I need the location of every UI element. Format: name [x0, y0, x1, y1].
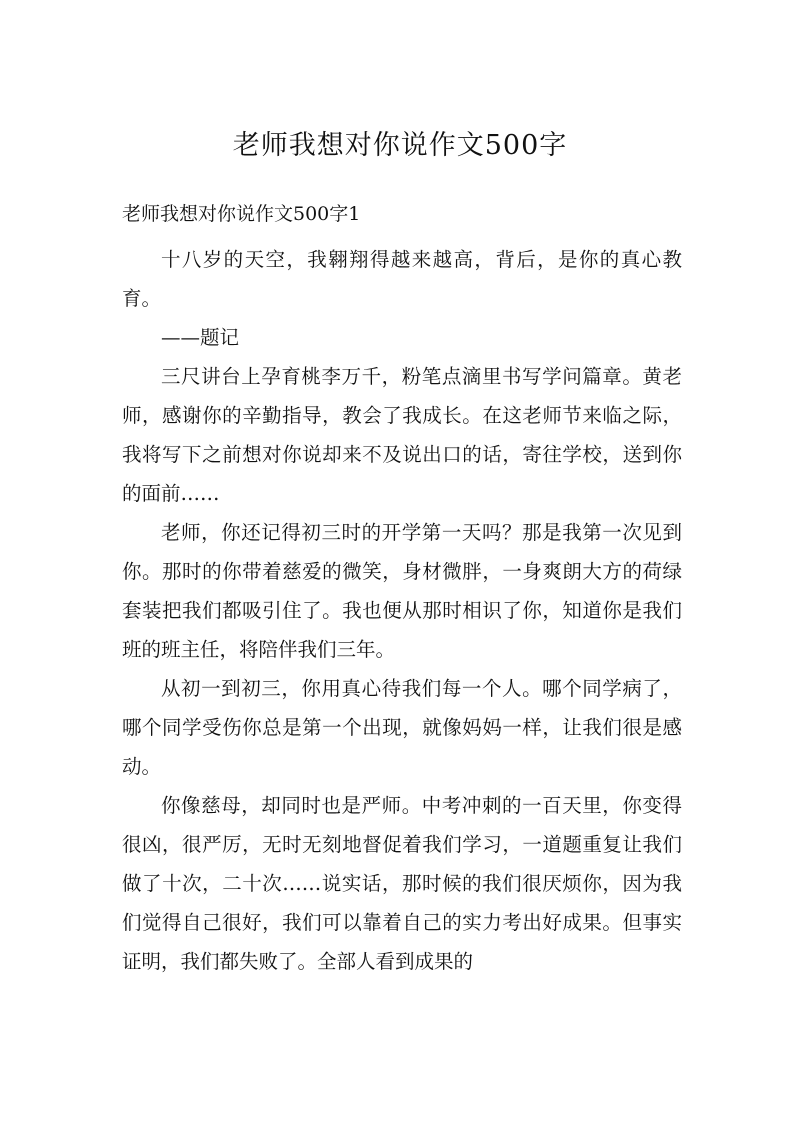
paragraph: 老师，你还记得初三时的开学第一天吗？那是我第一次见到你。那时的你带着慈爱的微笑，身材微胖，一身爽朗大方的荷绿套装把我们都吸引住了。我也便从那时相识了你，知道你是我们班的班主任，将陪伴我们三年。: [122, 521, 682, 661]
paragraph: 三尺讲台上孕育桃李万千，粉笔点滴里书写学问篇章。黄老师，感谢你的辛勤指导，教会了我成长。在这老师节来临之际，我将写下之前想对你说却来不及说出口的话，寄往学校，送到你的面前……: [122, 365, 682, 505]
document-body: [122, 240, 682, 981]
paragraph: 从初一到初三，你用真心待我们每一个人。哪个同学病了，哪个同学受伤你总是第一个出现，就像妈妈一样，让我们很是感动。: [122, 677, 682, 778]
paragraph: ——题记: [161, 326, 240, 349]
paragraph: 十八岁的天空，我翱翔得越来越高，背后，是你的真心教育。: [122, 248, 682, 310]
paragraph: 你像慈母，却同时也是严师。中考冲刺的一百天里，你变得很凶，很严厉，无时无刻地督促着我们学习，一道题重复让我们做了十次，二十次……说实话，那时候的我们很厌烦你，因为我们觉得自己很好，我们可以靠着自己的实力考出好成果。但事实证明，我们都失败了。全部人看到成果的: [122, 794, 682, 973]
document-title: 老师我想对你说作文500字: [232, 130, 568, 161]
document-subtitle: 老师我想对你说作文500字1: [122, 203, 361, 225]
